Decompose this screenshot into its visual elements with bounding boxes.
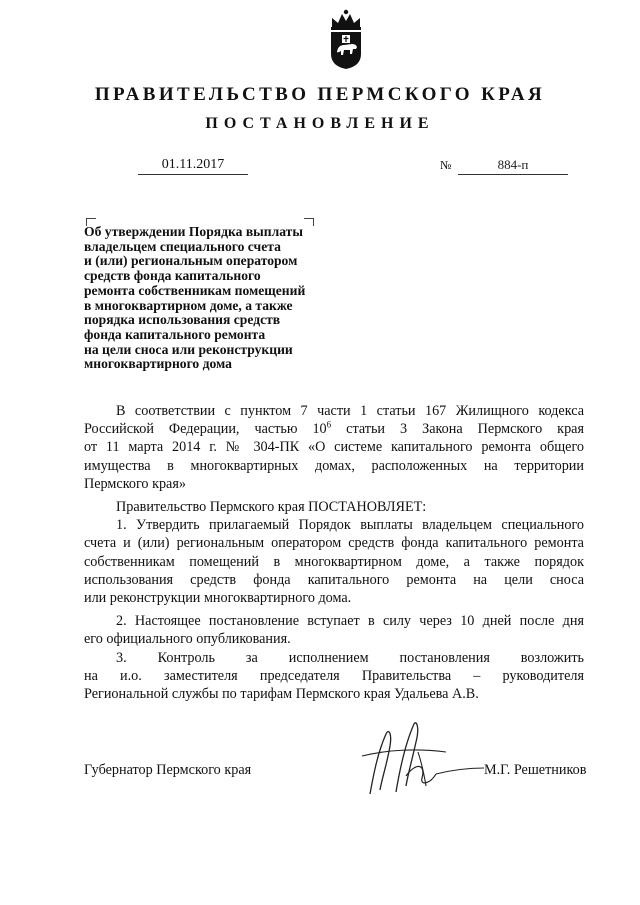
body-fragment: статьи 3 Закона Пермского края (331, 421, 584, 438)
subject-line: средств фонда капитального (84, 268, 261, 284)
superscript: 6 (326, 419, 332, 430)
subject-line: на цели сноса или реконструкции (84, 341, 293, 357)
document-subject (84, 225, 344, 372)
body-line: В соответствии с пунктом 7 части 1 статьи 167 Жилищного кодекса (116, 403, 584, 419)
body-line: 1. Утвердить прилагаемый Порядок выплаты владельцем специального (116, 517, 584, 534)
document-date: 01.11.2017 (138, 156, 248, 175)
body-line: собственникам помещений в многоквартирном доме, а также порядок (84, 553, 584, 570)
body-line: Региональной службы по тарифам Пермского края Удальева А.В. (84, 686, 479, 703)
subject-line: Об утверждении Порядка выплаты (84, 224, 303, 239)
body-line: счета и (или) региональным оператором средств фонда капитального ремонта (84, 535, 584, 552)
handwritten-signature-icon (356, 712, 486, 802)
government-title: ПРАВИТЕЛЬСТВО ПЕРМСКОГО КРАЯ (94, 84, 546, 105)
signatory-position: Губернатор Пермского края (84, 762, 252, 778)
body-line: на и.о. заместителя председателя Правительства – руководителя (84, 667, 584, 684)
body-line (84, 420, 584, 438)
document-number: 884-п (458, 156, 568, 175)
subject-line: фонда капитального ремонта (84, 326, 266, 342)
document-number-block (440, 156, 568, 174)
body-line: 2. Настоящее постановление вступает в силу через 10 дней после дня (116, 613, 584, 630)
subject-line: ремонта собственникам помещений (84, 282, 306, 298)
subject-line: многоквартирного дома (84, 356, 232, 372)
document-body (84, 402, 584, 703)
body-line: имущества в многоквартирных домах, расположенных на территории (84, 457, 584, 474)
subject-line: и (или) региональным оператором (84, 253, 298, 269)
document-type: ПОСТАНОВЛЕНИЕ (205, 115, 435, 132)
paragraph-resolves: Правительство Пермского края ПОСТАНОВЛЯЕТ: (116, 499, 427, 516)
body-fragment: Российской Федерации, частью 10 (84, 421, 327, 438)
subject-line: владельцем специального счета (84, 238, 281, 254)
body-line: или реконструкции многоквартирного дома. (84, 590, 352, 607)
body-line: от 11 марта 2014 г. № 304-ПК «О системе капитального ремонта общего (84, 439, 584, 456)
subject-line: порядка использования средств (84, 312, 281, 328)
number-sign: № (440, 158, 452, 172)
subject-line: в многоквартирном доме, а также (84, 297, 293, 313)
body-line: использования средств фонда капитального ремонта на цели сноса (84, 571, 584, 588)
body-line: его официального опубликования. (84, 631, 291, 648)
paragraph-item-3 (84, 649, 584, 704)
paragraph-item-1 (84, 516, 584, 607)
paragraph-legal-basis (84, 402, 584, 493)
body-line: Пермского края» (84, 475, 186, 492)
perm-krai-coat-of-arms-icon (326, 8, 366, 70)
signatory-name: М.Г. Решетников (484, 762, 587, 778)
body-line: 3. Контроль за исполнением постановления возложить (116, 649, 584, 666)
paragraph-item-2 (84, 612, 584, 648)
